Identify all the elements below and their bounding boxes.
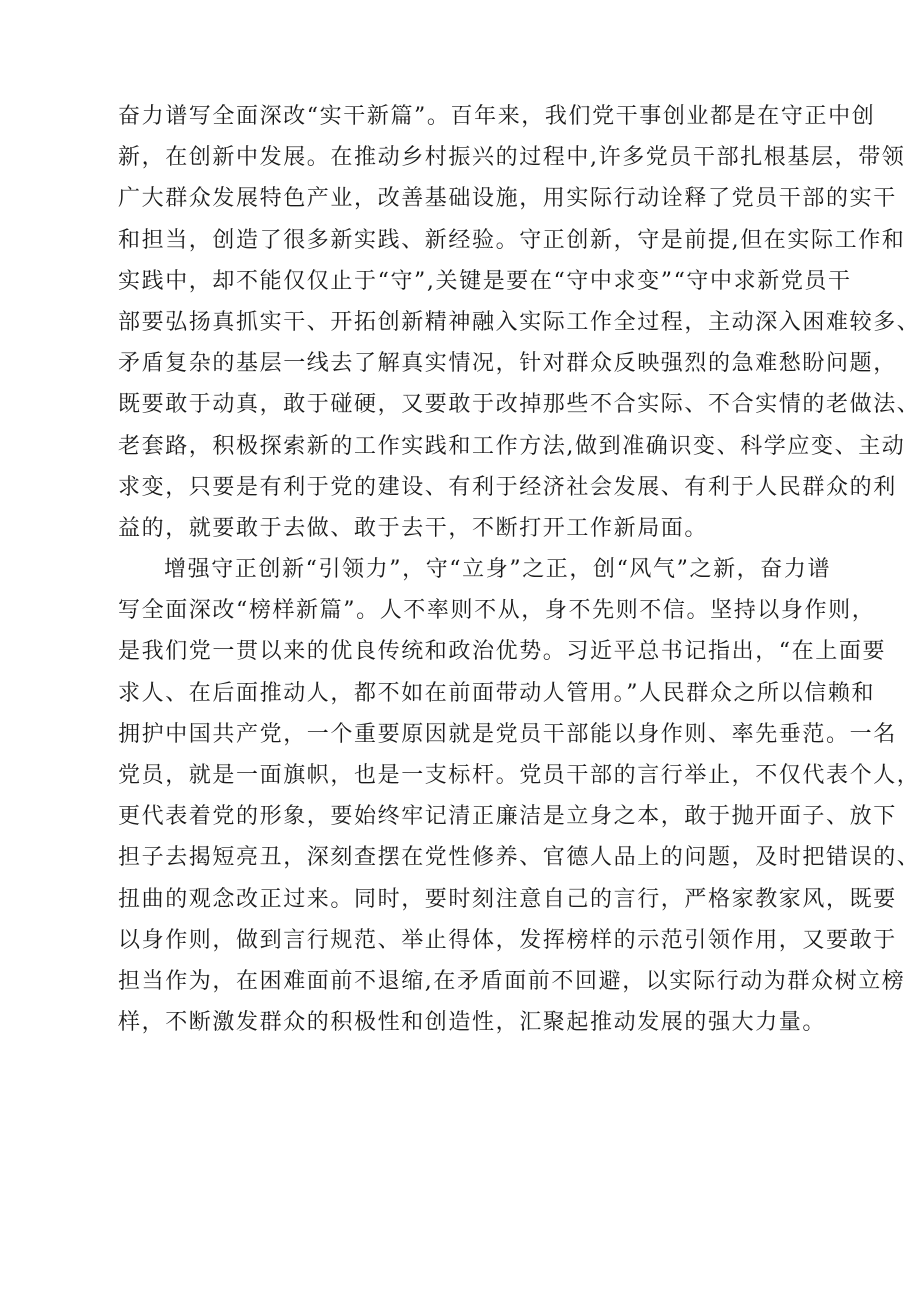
paragraph-1-line: 既要敢于动真，敢于碰硬，又要敢于改掉那些不合实际、不合实情的老做法、 <box>118 392 920 418</box>
paragraph-2-line: 拥护中国共产党，一个重要原因就是党员干部能以身作则、率先垂范。一名 <box>118 721 897 747</box>
document-body <box>118 96 920 1043</box>
paragraph-2-line: 担当作为，在困难面前不退缩,在矛盾面前不回避，以实际行动为群众树立榜 <box>118 968 906 994</box>
paragraph-2-line: 求人、在后面推动人，都不如在前面带动人管用。”人民群众之所以信赖和 <box>118 680 876 706</box>
paragraph-1-line: 广大群众发展特色产业，改善基础设施，用实际行动诠释了党员干部的实干 <box>118 186 897 212</box>
paragraph-1 <box>118 96 920 549</box>
paragraph-1-line: 奋力谱写全面深改“实干新篇”。百年来，我们党干事创业都是在守正中创 <box>118 104 876 129</box>
paragraph-1-line: 求变，只要是有利于党的建设、有利于经济社会发展、有利于人民群众的利 <box>118 474 897 500</box>
paragraph-2-line: 扭曲的观念改正过来。同时，要时刻注意自己的言行，严格家教家风，既要 <box>118 886 897 912</box>
paragraph-1-line: 老套路，积极探索新的工作实践和工作方法,做到准确识变、科学应变、主动 <box>118 433 906 459</box>
paragraph-2-line: 是我们党一贯以来的优良传统和政治优势。习近平总书记指出，“在上面要 <box>118 639 887 665</box>
paragraph-2-line: 写全面深改“榜样新篇”。人不率则不从，身不先则不信。坚持以身作则， <box>118 598 876 624</box>
paragraph-2 <box>118 549 920 1043</box>
paragraph-1-line: 矛盾复杂的基层一线去了解真实情况，针对群众反映强烈的急难愁盼问题， <box>118 351 897 377</box>
paragraph-2-line: 更代表着党的形象，要始终牢记清正廉洁是立身之本，敢于抛开面子、放下 <box>118 804 897 830</box>
paragraph-1-line: 新，在创新中发展。在推动乡村振兴的过程中,许多党员干部扎根基层，带领 <box>118 145 906 171</box>
paragraph-2-line: 样，不断激发群众的积极性和创造性，汇聚起推动发展的强大力量。 <box>118 1010 827 1036</box>
paragraph-2-line: 党员，就是一面旗帜，也是一支标杆。党员干部的言行举止，不仅代表个人， <box>118 763 920 788</box>
paragraph-2-line: 担子去揭短亮丑，深刻查摆在党性修养、官德人品上的问题，及时把错误的、 <box>118 845 920 871</box>
paragraph-1-line: 实践中，却不能仅仅止于“守”,关键是要在“守中求变”“守中求新党员干 <box>118 268 852 294</box>
paragraph-2-line: 增强守正创新“引领力”，守“立身”之正，创“风气”之新，奋力谱 <box>164 557 832 583</box>
paragraph-2-line: 以身作则，做到言行规范、举止得体，发挥榜样的示范引领作用，又要敢于 <box>118 927 897 953</box>
paragraph-1-line: 益的，就要敢于去做、敢于去干，不断打开工作新局面。 <box>118 515 709 541</box>
paragraph-1-line: 和担当，创造了很多新实践、新经验。守正创新，守是前提,但在实际工作和 <box>118 227 906 253</box>
paragraph-1-line: 部要弘扬真抓实干、开拓创新精神融入实际工作全过程，主动深入困难较多、 <box>118 309 920 335</box>
